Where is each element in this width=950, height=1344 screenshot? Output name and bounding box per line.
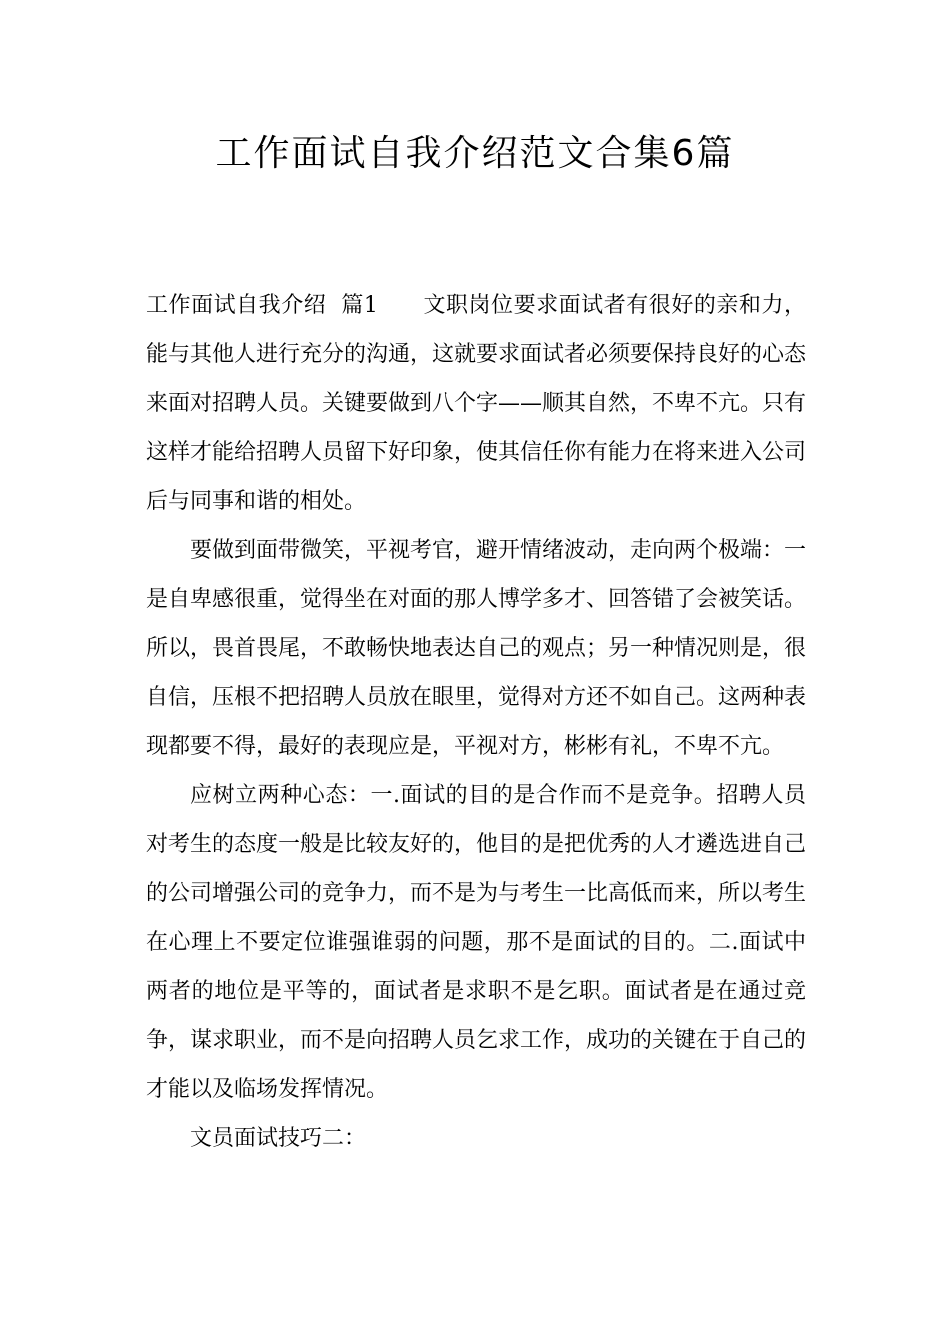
section-heading: 工作面试自我介绍 篇1 xyxy=(146,293,424,318)
paragraph-1-text: 文职岗位要求面试者有很好的亲和力，能与其他人进行充分的沟通，这就要求面试者必须要保持良好的心态来面对招聘人员。关键要做到八个字——顺其自然，不卑不亢。只有这样才能给招聘人员留下好印象，使其信任你有能力在将来进入公司后与同事和谐的相处。 xyxy=(146,293,807,514)
paragraph-3: 应树立两种心态：一.面试的目的是合作而不是竞争。招聘人员对考生的态度一般是比较友好的，他目的是把优秀的人才遴选进自己的公司增强公司的竞争力，而不是为与考生一比高低而来，所以考生在心理上不要定位谁强谁弱的问题，那不是面试的目的。二.面试中两者的地位是平等的，面试者是求职不是乞职。面试者是在通过竞争，谋求职业，而不是向招聘人员乞求工作，成功的关键在于自己的才能以及临场发挥情况。 xyxy=(146,783,807,1102)
paragraph-4: 文员面试技巧二： xyxy=(190,1126,367,1151)
paragraph-1 xyxy=(146,281,806,526)
document-title: 工作面试自我介绍范文合集6篇 xyxy=(215,133,735,174)
document-body xyxy=(146,281,806,1163)
paragraph-2: 要做到面带微笑，平视考官，避开情绪波动，走向两个极端：一是自卑感很重，觉得坐在对面的那人博学多才、回答错了会被笑话。所以，畏首畏尾，不敢畅快地表达自己的观点；另一种情况则是，很自信，压根不把招聘人员放在眼里，觉得对方还不如自己。这两种表现都要不得，最好的表现应是，平视对方，彬彬有礼，不卑不亢。 xyxy=(146,538,807,759)
